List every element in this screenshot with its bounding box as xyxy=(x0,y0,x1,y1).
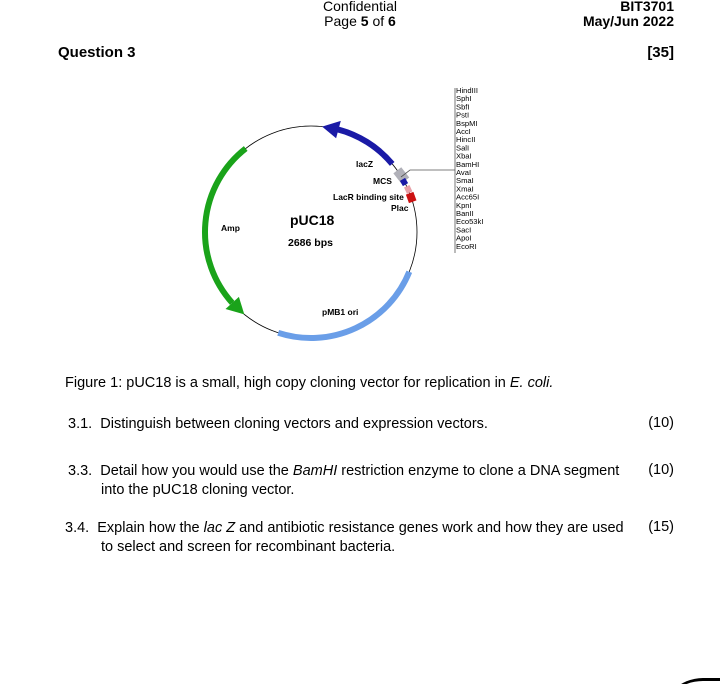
restriction-site-label: XbaI xyxy=(456,151,472,161)
item-marks: (15) xyxy=(648,519,674,535)
label-plac: Plac xyxy=(391,203,409,213)
restriction-site-label: AccI xyxy=(456,127,471,136)
item-text-italic: lac Z xyxy=(203,520,236,536)
lacz-arrowhead xyxy=(322,121,341,138)
label-ori: pMB1 ori xyxy=(322,307,359,317)
page-edge-artifact xyxy=(660,678,720,684)
item-number: 3.1. xyxy=(68,416,93,432)
caption-organism: E. coli. xyxy=(509,375,554,391)
item-text-post: restriction enzyme to clone a DNA segment xyxy=(337,463,620,479)
item-text-pre: Explain how the xyxy=(97,520,204,536)
confidential-label: Confidential xyxy=(323,0,397,14)
restriction-site-label: PstI xyxy=(456,110,470,120)
item-text-line2: into the pUC18 cloning vector. xyxy=(101,482,295,498)
lacr-feature xyxy=(404,185,412,194)
page-number xyxy=(260,14,460,29)
item-text-line2: to select and screen for recombinant bacteria. xyxy=(101,539,396,555)
item-number: 3.4. xyxy=(65,520,90,536)
restriction-site-label: BanII xyxy=(456,209,474,218)
page-prefix: Page xyxy=(324,13,361,29)
restriction-site-label: HindIII xyxy=(456,86,478,95)
mcs-leader-line xyxy=(401,170,455,177)
item-text: Distinguish between cloning vectors and expression vectors. xyxy=(100,416,488,432)
question-item-3-3 xyxy=(68,462,619,500)
ori-arc xyxy=(278,272,409,338)
page-total: 6 xyxy=(388,13,396,29)
page-header-right xyxy=(583,0,674,29)
figure-caption xyxy=(65,375,553,391)
restriction-site-label: SalI xyxy=(456,143,470,153)
question-total-marks: [35] xyxy=(647,44,674,61)
restriction-site-label: Eco53kI xyxy=(456,217,484,227)
question-item-3-1 xyxy=(68,415,488,434)
exam-date: May/Jun 2022 xyxy=(582,13,674,29)
restriction-site-label: EcoRI xyxy=(456,241,477,251)
restriction-site-label: SacI xyxy=(456,225,472,235)
plasmid-size: 2686 bps xyxy=(288,237,333,249)
plasmid-name: pUC18 xyxy=(290,212,335,228)
page-current: 5 xyxy=(360,13,369,29)
restriction-site-label: Acc65I xyxy=(456,192,480,202)
item-text-pre: Detail how you would use the xyxy=(100,463,293,479)
label-amp: Amp xyxy=(221,223,240,233)
label-lacr: LacR binding site xyxy=(333,192,404,202)
label-mcs: MCS xyxy=(373,176,392,186)
restriction-site-label: HincII xyxy=(456,135,476,145)
course-code: BIT3701 xyxy=(620,0,674,14)
restriction-site-label: XmaI xyxy=(456,184,474,194)
restriction-site-label: KpnI xyxy=(456,200,472,210)
item-number: 3.3. xyxy=(68,463,93,479)
caption-text: Figure 1: pUC18 is a small, high copy cloning vector for replication in xyxy=(65,375,510,391)
label-lacz: lacZ xyxy=(356,159,374,169)
plasmid-map xyxy=(0,80,720,370)
restriction-site-label: BspMI xyxy=(456,118,478,128)
page-of: of xyxy=(368,13,389,29)
restriction-site-label: AvaI xyxy=(456,168,472,177)
question-title: Question 3 xyxy=(58,44,136,61)
page-header-center xyxy=(260,0,460,29)
restriction-site-list xyxy=(456,86,483,251)
restriction-site-label: SphI xyxy=(456,94,472,104)
item-marks: (10) xyxy=(648,415,674,431)
item-text-post: and antibiotic resistance genes work and how they are used xyxy=(235,520,624,536)
question-item-3-4 xyxy=(65,519,624,557)
restriction-site-label: ApoI xyxy=(456,233,472,243)
item-marks: (10) xyxy=(648,462,674,478)
restriction-site-label: BamHI xyxy=(456,159,480,169)
restriction-site-label: SmaI xyxy=(456,176,474,186)
restriction-site-label: SbfI xyxy=(456,102,470,112)
item-text-italic: BamHI xyxy=(292,463,338,479)
